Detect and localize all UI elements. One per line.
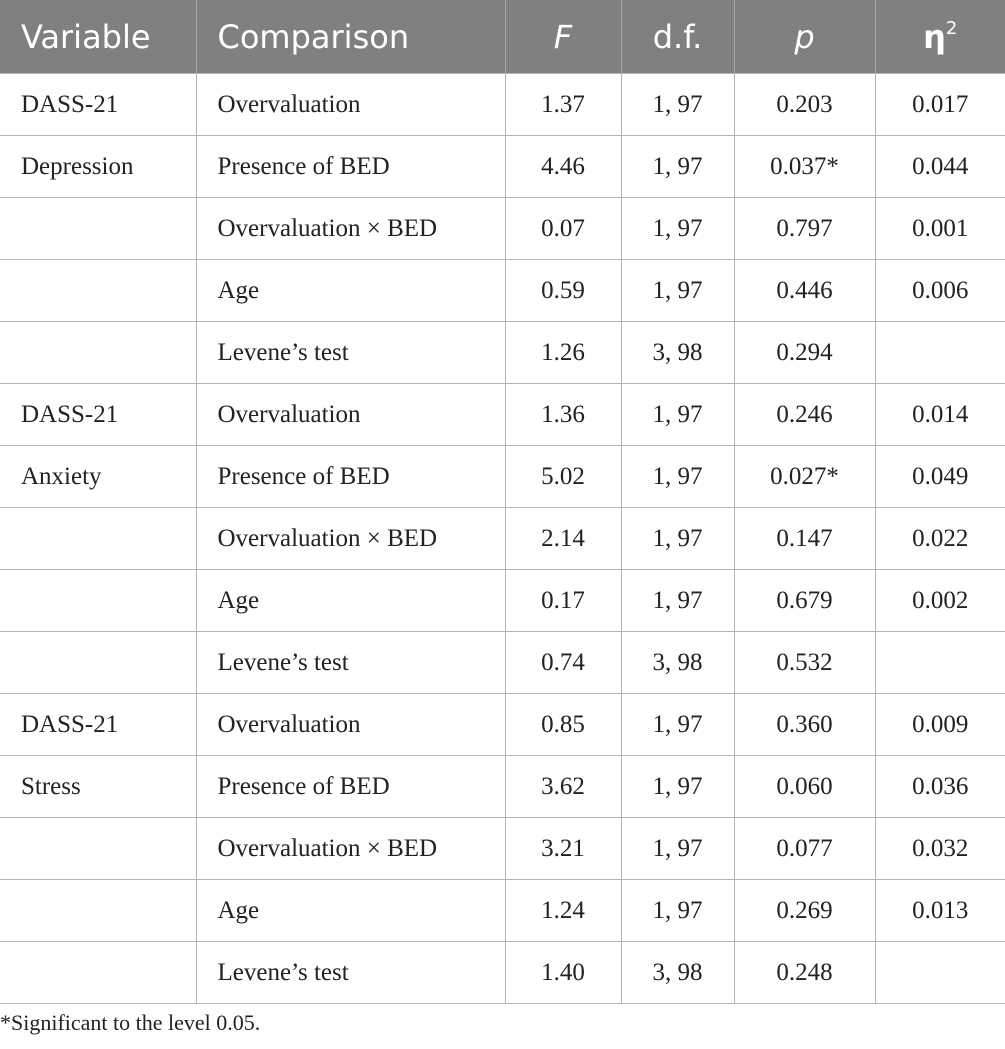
cell-comparison: Levene’s test bbox=[196, 942, 505, 1004]
cell-comparison: Levene’s test bbox=[196, 632, 505, 694]
cell-p: 0.248 bbox=[734, 942, 875, 1004]
cell-eta-squared: 0.006 bbox=[875, 260, 1005, 322]
header-df: d.f. bbox=[621, 0, 734, 74]
cell-f: 4.46 bbox=[505, 136, 621, 198]
table-row bbox=[0, 74, 1005, 136]
table-footnote: *Significant to the level 0.05. bbox=[0, 1010, 261, 1035]
cell-df: 1, 97 bbox=[621, 136, 734, 198]
cell-p: 0.294 bbox=[734, 322, 875, 384]
cell-comparison: Presence of BED bbox=[196, 136, 505, 198]
header-p bbox=[734, 0, 875, 74]
cell-f: 1.40 bbox=[505, 942, 621, 1004]
cell-df: 1, 97 bbox=[621, 880, 734, 942]
table-row bbox=[0, 322, 1005, 384]
cell-comparison: Levene’s test bbox=[196, 322, 505, 384]
table-row bbox=[0, 694, 1005, 756]
cell-variable: DASS-21 bbox=[0, 694, 196, 756]
table-row bbox=[0, 446, 1005, 508]
cell-eta-squared bbox=[875, 322, 1005, 384]
cell-df: 1, 97 bbox=[621, 198, 734, 260]
cell-f: 0.74 bbox=[505, 632, 621, 694]
header-eta-squared bbox=[875, 0, 1005, 74]
cell-comparison: Overvaluation bbox=[196, 384, 505, 446]
cell-variable: Depression bbox=[0, 136, 196, 198]
cell-p: 0.532 bbox=[734, 632, 875, 694]
cell-f: 3.21 bbox=[505, 818, 621, 880]
table-row bbox=[0, 198, 1005, 260]
cell-variable bbox=[0, 260, 196, 322]
cell-p: 0.797 bbox=[734, 198, 875, 260]
table-row bbox=[0, 880, 1005, 942]
table-row bbox=[0, 136, 1005, 198]
cell-p: 0.360 bbox=[734, 694, 875, 756]
cell-eta-squared: 0.022 bbox=[875, 508, 1005, 570]
table-row bbox=[0, 570, 1005, 632]
cell-comparison: Age bbox=[196, 570, 505, 632]
cell-comparison: Age bbox=[196, 260, 505, 322]
cell-variable bbox=[0, 322, 196, 384]
cell-variable bbox=[0, 942, 196, 1004]
cell-comparison: Age bbox=[196, 880, 505, 942]
cell-df: 1, 97 bbox=[621, 74, 734, 136]
cell-f: 0.85 bbox=[505, 694, 621, 756]
cell-p: 0.027* bbox=[734, 446, 875, 508]
header-f bbox=[505, 0, 621, 74]
cell-p: 0.037* bbox=[734, 136, 875, 198]
cell-comparison: Overvaluation × BED bbox=[196, 198, 505, 260]
cell-eta-squared: 0.013 bbox=[875, 880, 1005, 942]
header-eta-superscript: 2 bbox=[945, 17, 958, 39]
table-row bbox=[0, 632, 1005, 694]
cell-p: 0.060 bbox=[734, 756, 875, 818]
cell-eta-squared: 0.002 bbox=[875, 570, 1005, 632]
cell-f: 2.14 bbox=[505, 508, 621, 570]
cell-f: 5.02 bbox=[505, 446, 621, 508]
cell-f: 1.36 bbox=[505, 384, 621, 446]
table-header-row bbox=[0, 0, 1005, 74]
cell-p: 0.147 bbox=[734, 508, 875, 570]
cell-df: 1, 97 bbox=[621, 756, 734, 818]
cell-p: 0.203 bbox=[734, 74, 875, 136]
table-row bbox=[0, 260, 1005, 322]
cell-p: 0.077 bbox=[734, 818, 875, 880]
cell-f: 0.07 bbox=[505, 198, 621, 260]
cell-df: 3, 98 bbox=[621, 942, 734, 1004]
cell-f: 0.59 bbox=[505, 260, 621, 322]
cell-df: 1, 97 bbox=[621, 508, 734, 570]
cell-eta-squared: 0.014 bbox=[875, 384, 1005, 446]
cell-comparison: Overvaluation × BED bbox=[196, 508, 505, 570]
cell-comparison: Overvaluation bbox=[196, 694, 505, 756]
cell-eta-squared: 0.049 bbox=[875, 446, 1005, 508]
cell-variable bbox=[0, 818, 196, 880]
cell-variable bbox=[0, 880, 196, 942]
cell-f: 1.24 bbox=[505, 880, 621, 942]
table-row bbox=[0, 508, 1005, 570]
cell-comparison: Overvaluation × BED bbox=[196, 818, 505, 880]
cell-p: 0.246 bbox=[734, 384, 875, 446]
cell-df: 1, 97 bbox=[621, 384, 734, 446]
header-comparison: Comparison bbox=[196, 0, 505, 74]
cell-variable bbox=[0, 508, 196, 570]
cell-variable: Anxiety bbox=[0, 446, 196, 508]
cell-eta-squared: 0.017 bbox=[875, 74, 1005, 136]
cell-eta-squared: 0.032 bbox=[875, 818, 1005, 880]
cell-df: 1, 97 bbox=[621, 694, 734, 756]
table-body bbox=[0, 74, 1005, 1004]
table-row bbox=[0, 384, 1005, 446]
cell-eta-squared bbox=[875, 942, 1005, 1004]
cell-eta-squared bbox=[875, 632, 1005, 694]
cell-variable: DASS-21 bbox=[0, 74, 196, 136]
cell-comparison: Presence of BED bbox=[196, 446, 505, 508]
header-variable: Variable bbox=[0, 0, 196, 74]
cell-variable: DASS-21 bbox=[0, 384, 196, 446]
cell-eta-squared: 0.044 bbox=[875, 136, 1005, 198]
header-eta-symbol: η bbox=[923, 17, 946, 56]
cell-df: 3, 98 bbox=[621, 632, 734, 694]
cell-df: 1, 97 bbox=[621, 446, 734, 508]
cell-p: 0.269 bbox=[734, 880, 875, 942]
header-f-label: F bbox=[553, 17, 573, 56]
table-row bbox=[0, 756, 1005, 818]
cell-f: 1.37 bbox=[505, 74, 621, 136]
header-p-label: p bbox=[794, 17, 815, 56]
cell-comparison: Overvaluation bbox=[196, 74, 505, 136]
table-row bbox=[0, 942, 1005, 1004]
cell-f: 1.26 bbox=[505, 322, 621, 384]
cell-p: 0.446 bbox=[734, 260, 875, 322]
cell-eta-squared: 0.001 bbox=[875, 198, 1005, 260]
cell-variable bbox=[0, 570, 196, 632]
cell-p: 0.679 bbox=[734, 570, 875, 632]
cell-comparison: Presence of BED bbox=[196, 756, 505, 818]
cell-df: 1, 97 bbox=[621, 570, 734, 632]
cell-df: 1, 97 bbox=[621, 260, 734, 322]
cell-eta-squared: 0.036 bbox=[875, 756, 1005, 818]
table-row bbox=[0, 818, 1005, 880]
cell-variable bbox=[0, 632, 196, 694]
cell-eta-squared: 0.009 bbox=[875, 694, 1005, 756]
cell-f: 0.17 bbox=[505, 570, 621, 632]
cell-df: 3, 98 bbox=[621, 322, 734, 384]
cell-df: 1, 97 bbox=[621, 818, 734, 880]
cell-variable: Stress bbox=[0, 756, 196, 818]
cell-f: 3.62 bbox=[505, 756, 621, 818]
cell-variable bbox=[0, 198, 196, 260]
